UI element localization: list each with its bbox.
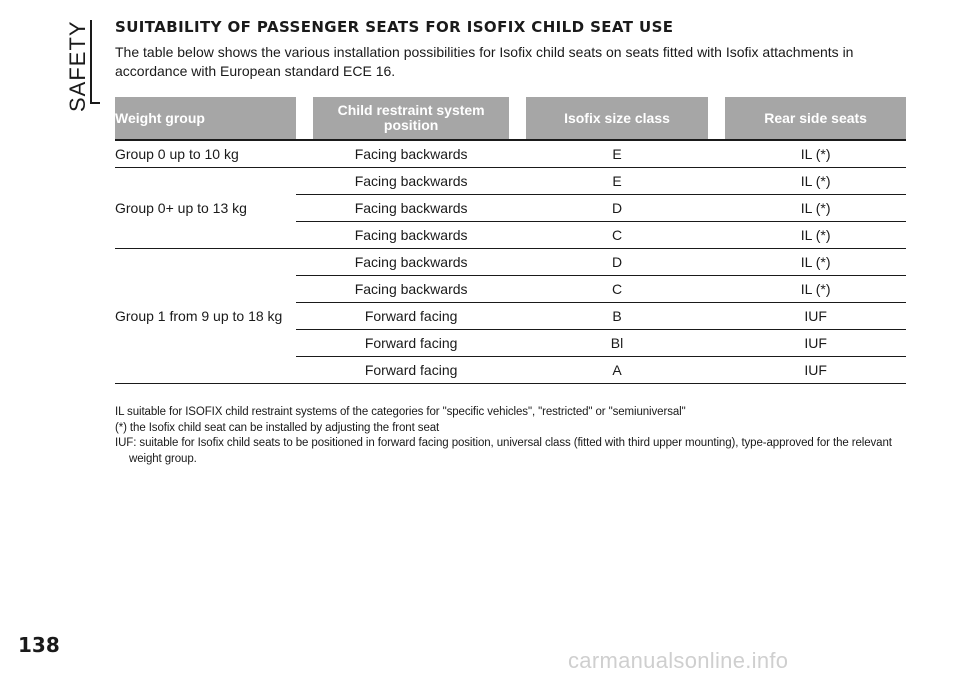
column-gap	[509, 303, 526, 330]
header-weight-group: Weight group	[115, 97, 296, 140]
section-tab	[58, 20, 98, 112]
size-class-cell: B	[526, 303, 708, 330]
column-gap	[296, 222, 313, 249]
column-gap	[296, 168, 313, 195]
rear-seat-cell: IUF	[725, 357, 906, 384]
isofix-suitability-table	[115, 97, 906, 384]
column-gap	[708, 249, 725, 276]
column-gap	[296, 330, 313, 357]
table-header-row	[115, 97, 906, 140]
size-class-cell: A	[526, 357, 708, 384]
section-tab-rule-end	[90, 102, 100, 104]
size-class-cell: E	[526, 140, 708, 168]
table-row	[115, 140, 906, 168]
footnote: IL suitable for ISOFIX child restraint systems of the categories for "specific vehicles", "restricted" or "semiuniversal"	[115, 406, 686, 418]
position-cell: Facing backwards	[313, 195, 508, 222]
column-gap	[509, 249, 526, 276]
rear-seat-cell: IL (*)	[725, 276, 906, 303]
header-gap	[296, 97, 313, 140]
rear-seat-cell: IL (*)	[725, 140, 906, 168]
position-cell: Facing backwards	[313, 249, 508, 276]
size-class-cell: Bl	[526, 330, 708, 357]
footnotes	[115, 405, 915, 467]
rear-seat-cell: IL (*)	[725, 168, 906, 195]
header-size-class: Isofix size class	[526, 97, 708, 140]
column-gap	[296, 249, 313, 276]
weight-group-cell: Group 0 up to 10 kg	[115, 140, 296, 168]
position-cell: Facing backwards	[313, 140, 508, 168]
size-class-cell: D	[526, 249, 708, 276]
column-gap	[708, 303, 725, 330]
size-class-cell: C	[526, 222, 708, 249]
rear-seat-cell: IUF	[725, 330, 906, 357]
footnote: (*) the Isofix child seat can be installed by adjusting the front seat	[115, 421, 440, 434]
page-title: SUITABILITY OF PASSENGER SEATS FOR ISOFIX CHILD SEAT USE	[115, 18, 674, 36]
column-gap	[296, 303, 313, 330]
rear-seat-cell: IL (*)	[725, 195, 906, 222]
header-position: Child restraint system position	[313, 97, 508, 140]
size-class-cell: E	[526, 168, 708, 195]
column-gap	[509, 222, 526, 249]
rear-seat-cell: IUF	[725, 303, 906, 330]
weight-group-cell: Group 1 from 9 up to 18 kg	[115, 249, 296, 384]
position-cell: Facing backwards	[313, 222, 508, 249]
table-body	[115, 140, 906, 384]
column-gap	[296, 195, 313, 222]
size-class-cell: C	[526, 276, 708, 303]
column-gap	[708, 357, 725, 384]
rear-seat-cell: IL (*)	[725, 249, 906, 276]
column-gap	[509, 168, 526, 195]
position-cell: Forward facing	[313, 303, 508, 330]
column-gap	[509, 330, 526, 357]
column-gap	[509, 140, 526, 168]
column-gap	[509, 276, 526, 303]
column-gap	[708, 168, 725, 195]
page-number: 138	[18, 633, 60, 657]
weight-group-cell: Group 0+ up to 13 kg	[115, 168, 296, 249]
header-rear-side-seats: Rear side seats	[725, 97, 906, 140]
column-gap	[708, 195, 725, 222]
intro-paragraph: The table below shows the various installation possibilities for Isofix child seats on seats fitted with Isofix attachments in accordance with European standard ECE 16.	[115, 44, 854, 79]
position-cell: Forward facing	[313, 357, 508, 384]
footnote: IUF: suitable for Isofix child seats to be positioned in forward facing position, universal class (fitted with third upper mounting), type-approved for the relevant weight group.	[115, 437, 892, 465]
table-row	[115, 168, 906, 195]
header-gap	[509, 97, 526, 140]
table-row	[115, 249, 906, 276]
column-gap	[296, 276, 313, 303]
rear-seat-cell: IL (*)	[725, 222, 906, 249]
size-class-cell: D	[526, 195, 708, 222]
header-gap	[708, 97, 725, 140]
position-cell: Facing backwards	[313, 276, 508, 303]
section-tab-label: SAFETY	[65, 20, 90, 112]
position-cell: Forward facing	[313, 330, 508, 357]
column-gap	[296, 357, 313, 384]
section-tab-rule	[90, 20, 92, 104]
column-gap	[509, 357, 526, 384]
watermark: carmanualsonline.info	[568, 648, 789, 673]
column-gap	[708, 222, 725, 249]
column-gap	[296, 140, 313, 168]
column-gap	[708, 276, 725, 303]
position-cell: Facing backwards	[313, 168, 508, 195]
column-gap	[708, 330, 725, 357]
column-gap	[509, 195, 526, 222]
column-gap	[708, 140, 725, 168]
